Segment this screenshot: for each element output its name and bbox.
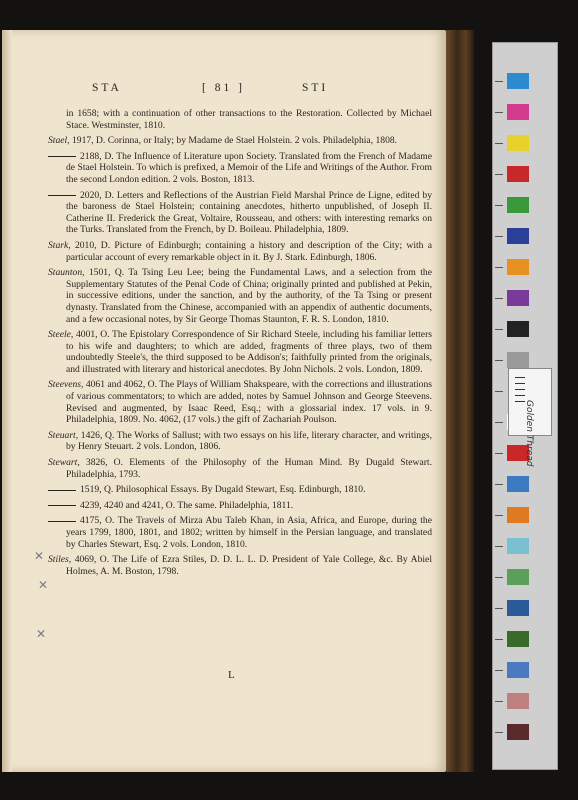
scale-tick	[495, 639, 503, 640]
color-swatch	[507, 724, 529, 740]
color-swatch	[507, 600, 529, 616]
color-swatch	[507, 352, 529, 368]
entry-author: Stael,	[48, 135, 72, 147]
color-swatch	[507, 197, 529, 213]
catalog-entry	[48, 108, 432, 131]
entry-text: 1426, Q. The Works of Sallust; with two essays on his life, literary character, and writings, by Henry Steuart. 2 vols. London, 1806.	[66, 429, 433, 453]
pencil-mark-x: ✕	[38, 578, 49, 592]
entry-author: Stiles,	[48, 554, 75, 566]
book-edge	[446, 30, 474, 772]
scale-tick	[495, 267, 503, 268]
target-title: Golden Thread	[524, 400, 534, 467]
header-page-number: [ 81 ]	[202, 82, 245, 94]
scale-tick	[495, 608, 503, 609]
ditto-dash	[48, 156, 76, 157]
catalog-entry	[48, 515, 432, 550]
scale-tick	[495, 236, 503, 237]
scale-tick	[495, 484, 503, 485]
catalog-entry	[48, 430, 432, 453]
color-swatch	[507, 569, 529, 585]
entry-text: 4239, 4240 and 4241, O. The same. Philadelphia, 1811.	[80, 499, 294, 511]
entry-author: Steele,	[48, 329, 76, 341]
entry-text: 2188, D. The Influence of Literature upon Society. Translated from the French of Madame de Stael Holstein. To which is prefixed, a Memoir of the Life and Writings of the Author. From the second London edition. 2 vols. Boston, 1813.	[66, 150, 432, 185]
entry-text: 4001, O. The Epistolary Correspondence of Sir Richard Steele, including his familiar letters to his wife and daughters; to which are added, fragments of three plays, two of them undoubtedly Steele's, the third supposed to be Addison's; faithfully printed from the originals, and illustrated with literary and historical anecdotes. By John Nichols. 2 vols. London, 1809.	[66, 329, 432, 375]
scale-tick	[495, 391, 503, 392]
scale-tick	[495, 670, 503, 671]
catalog-entry	[48, 554, 432, 577]
catalog-entry	[48, 457, 432, 480]
scale-tick	[495, 112, 503, 113]
catalog-entry	[48, 379, 432, 425]
scale-tick	[495, 453, 503, 454]
entry-text: 2010, D. Picture of Edinburgh; containing a history and description of the City; with a particular account of every remarkable object in it. By J. Stark. Edinburgh, 1806.	[66, 239, 432, 263]
catalog-entry	[48, 329, 432, 375]
scale-tick	[495, 81, 503, 82]
scale-tick	[495, 701, 503, 702]
signature-mark: L	[228, 669, 235, 681]
entry-text: 4175, O. The Travels of Mirza Abu Taleb Khan, in Asia, Africa, and Europe, during the years 1799, 1800, 1801, and 1802; written by himself in the Persian language, and translated by Charles Stewart, Esq. 2 vols. London, 1810.	[66, 515, 432, 550]
ditto-dash	[48, 490, 76, 491]
color-swatch	[507, 135, 529, 151]
entry-text: 1917, D. Corinna, or Italy; by Madame de Stael Holstein. 2 vols. Philadelphia, 1808.	[71, 135, 398, 147]
color-swatch	[507, 538, 529, 554]
color-swatch	[507, 73, 529, 89]
color-swatch	[507, 321, 529, 337]
color-swatch	[507, 476, 529, 492]
color-swatch	[507, 290, 529, 306]
catalog-entry	[48, 240, 432, 263]
entry-author: Stewart,	[48, 457, 86, 469]
scale-tick	[495, 577, 503, 578]
catalog-entry	[48, 135, 432, 147]
entry-text: 1519, Q. Philosophical Essays. By Dugald Stewart, Esq. Edinburgh, 1810.	[80, 484, 366, 496]
scale-tick	[495, 143, 503, 144]
entry-author: Stark,	[48, 239, 75, 251]
header-left: STA	[92, 82, 122, 94]
entry-author: Staunton,	[48, 267, 89, 279]
catalog-entry	[48, 500, 432, 512]
scale-tick	[495, 515, 503, 516]
entry-author: Steuart,	[48, 429, 81, 441]
catalog-entries	[48, 108, 432, 581]
color-swatch	[507, 104, 529, 120]
catalog-entry	[48, 484, 432, 496]
entry-text: 1501, Q. Ta Tsing Leu Lee; being the Fundamental Laws, and a selection from the Supplementary Statutes of the Penal Code of China; originally printed and published at Pekin, in successive editions, under the sanction, and by the authority, of the Ta Tsing or present dynasty. Translated from the Chinese, accompanied with an appendix of authentic documents, and a few occasional notes, by Sir George Thomas Staunton, F. R. S. London, 1810.	[66, 267, 432, 325]
catalog-entry	[48, 190, 432, 236]
scale-tick	[495, 298, 503, 299]
catalog-entry	[48, 267, 432, 325]
pencil-mark-x: ✕	[34, 549, 45, 563]
entry-author: Steevens,	[48, 379, 86, 391]
scale-tick	[495, 732, 503, 733]
header-right: STI	[302, 82, 329, 94]
scale-tick	[495, 329, 503, 330]
entry-text: 2020, D. Letters and Reflections of the Austrian Field Marshal Prince de Ligne, edited by the baroness de Stael Holstein; containing anecdotes, hitherto unpublished, of Joseph II. Catherine II. Frederick the Great, Voltaire, Rousseau, and others: with interesting remarks on the Turks. Translated from the French, by D. Boileau. Philadelphia, 1809.	[66, 189, 432, 236]
pencil-mark-x: ✕	[36, 627, 47, 641]
entry-text: 4061 and 4062, O. The Plays of William Shakspeare, with the corrections and illustrations of various commentators; to which are added, notes by Samuel Johnson and George Steevens. Revised and augmented, by Isaac Reed, Esq.; with a glossarial index. 17 vols. in 9. Philadelphia, 1809. No. 4062, (17 vols.) the gift of Zachariah Poulson.	[66, 379, 432, 426]
scale-tick	[495, 422, 503, 423]
scale-tick	[495, 546, 503, 547]
color-swatch	[507, 693, 529, 709]
catalog-entry	[48, 151, 432, 186]
ditto-dash	[48, 505, 76, 506]
scale-tick	[495, 205, 503, 206]
scale-tick	[495, 360, 503, 361]
ditto-dash	[48, 195, 76, 196]
color-swatch	[507, 166, 529, 182]
entry-text: in 1658; with a continuation of other transactions to the Restoration. Collected by Michael Stace. Westminster, 1810.	[66, 108, 432, 131]
color-swatch	[507, 631, 529, 647]
ditto-dash	[48, 521, 76, 522]
color-swatch	[507, 662, 529, 678]
color-swatch	[507, 259, 529, 275]
page-gutter-shadow	[2, 30, 12, 772]
color-swatch	[507, 507, 529, 523]
color-swatch	[507, 228, 529, 244]
scale-tick	[495, 174, 503, 175]
entry-text: 3826, O. Elements of the Philosophy of the Human Mind. By Dugald Stewart. Philadelphia, 1793.	[66, 457, 432, 480]
entry-text: 4069, O. The Life of Ezra Stiles, D. D. L. L. D. President of Yale College, &c. By Abiel Holmes, A. M. Boston, 1798.	[66, 554, 432, 577]
